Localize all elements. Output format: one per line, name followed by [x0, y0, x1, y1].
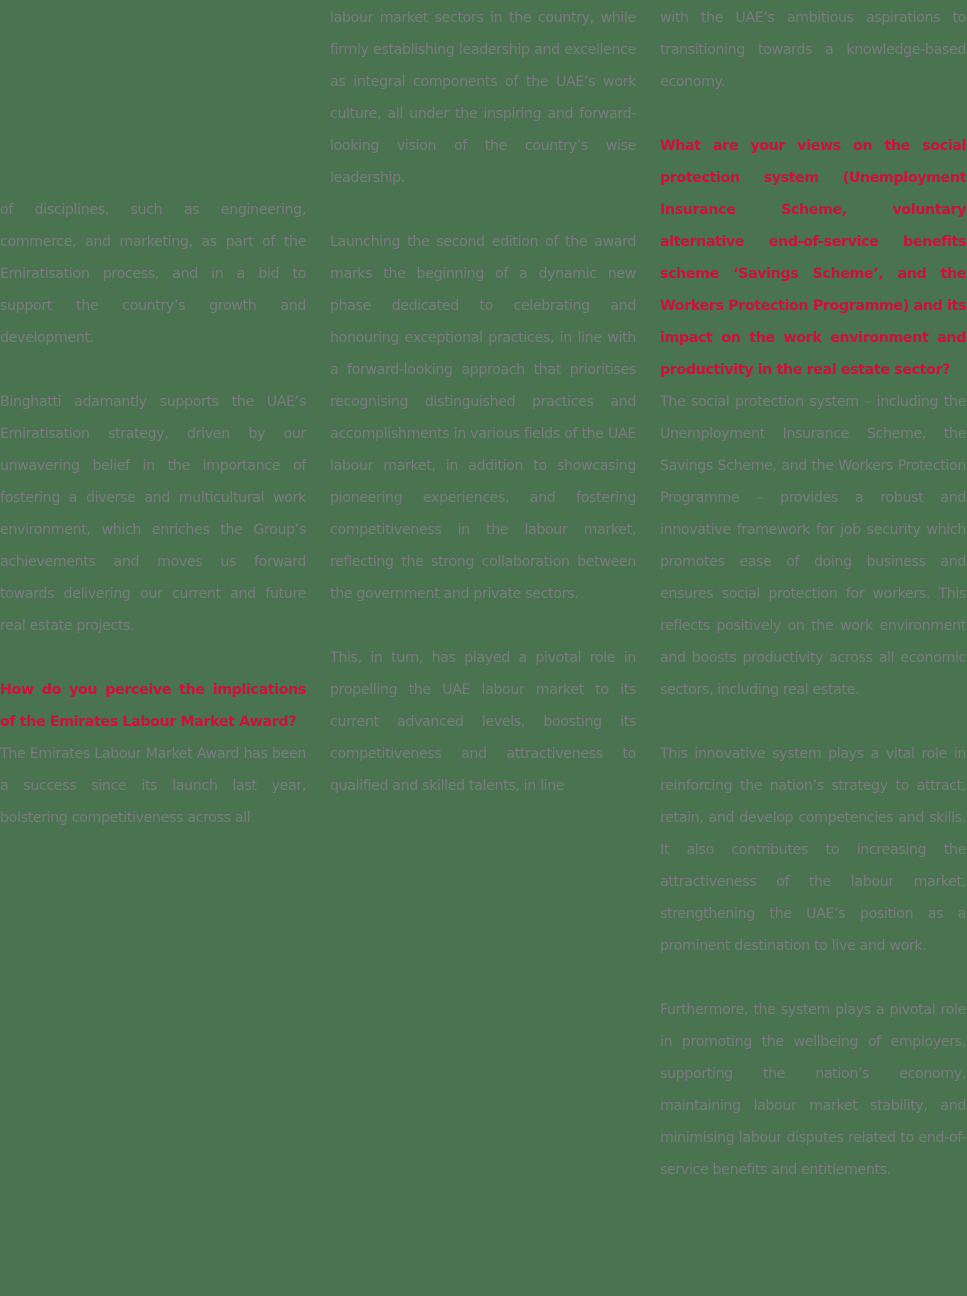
text-column-2 — [330, 2, 636, 802]
paragraph-binghatti-support: Binghatti adamantly supports the UAE’s Emiratisation strategy, driven by our unwavering belief in the importance of fostering a diverse and multicultural work environment, which enriches the Group’s achievements and moves us forward towards delivering our current and future real estate projects. — [0, 394, 306, 634]
paragraph-labour-market-sectors: labour market sectors in the country, while firmly establishing leadership and excellence as integral components of the UAE’s work culture, all under the inspiring and forward-looking vision of the country’s wise leadership. — [330, 10, 636, 186]
text-column-1 — [0, 194, 306, 834]
paragraph-knowledge-economy: with the UAE’s ambitious aspirations to transitioning towards a knowledge-based economy. — [660, 10, 966, 90]
text-column-3 — [660, 2, 966, 1186]
paragraph-wellbeing-employers: Furthermore, the system plays a pivotal role in promoting the wellbeing of employers, supporting the nation’s economy, maintaining labour market stability, and minimising labour disputes related to end-of-service benefits and entitlements. — [660, 1002, 966, 1178]
paragraph-social-protection-system: The social protection system – including the Unemployment Insurance Scheme, the Savings Scheme, and the Workers Protection Programme – provides a robust and innovative framework for job security which promotes ease of doing business and ensures social protection for workers. This reflects positively on the work environment and boosts productivity across all economic sectors, including real estate. — [660, 394, 966, 698]
paragraph-award-success: The Emirates Labour Market Award has been a success since its launch last year, bolstering competitiveness across all — [0, 746, 306, 826]
paragraph-innovative-system: This innovative system plays a vital role in reinforcing the nation’s strategy to attract, retain, and develop competencies and skills. It also contributes to increasing the attractiveness of the labour market, strengthening the UAE’s position as a prominent destination to live and work. — [660, 746, 966, 954]
paragraph-pivotal-role: This, in turn, has played a pivotal role in propelling the UAE labour market to its current advanced levels, boosting its competitiveness and attractiveness to qualified and skilled talents, in line — [330, 650, 636, 794]
paragraph-emiratisation-disciplines: of disciplines, such as engineering, commerce, and marketing, as part of the Emiratisation process, and in a bid to support the country’s growth and development. — [0, 202, 306, 346]
question-labour-market-award: How do you perceive the implications of the Emirates Labour Market Award? — [0, 682, 306, 730]
question-social-protection: What are your views on the social protection system (Unemployment Insurance Scheme, voluntary alternative end-of-service benefits scheme ‘Savings Scheme’, and the Workers Protection Programme) and its impact on the work environment and productivity in the real estate sector? — [660, 138, 966, 378]
paragraph-second-edition: Launching the second edition of the award marks the beginning of a dynamic new phase dedicated to celebrating and honouring exceptional practices, in line with a forward-looking approach that prioritises recognising distinguished practices and accomplishments in various fields of the UAE labour market, in addition to showcasing pioneering experiences, and fostering competitiveness in the labour market, reflecting the strong collaboration between the government and private sectors. — [330, 234, 636, 602]
